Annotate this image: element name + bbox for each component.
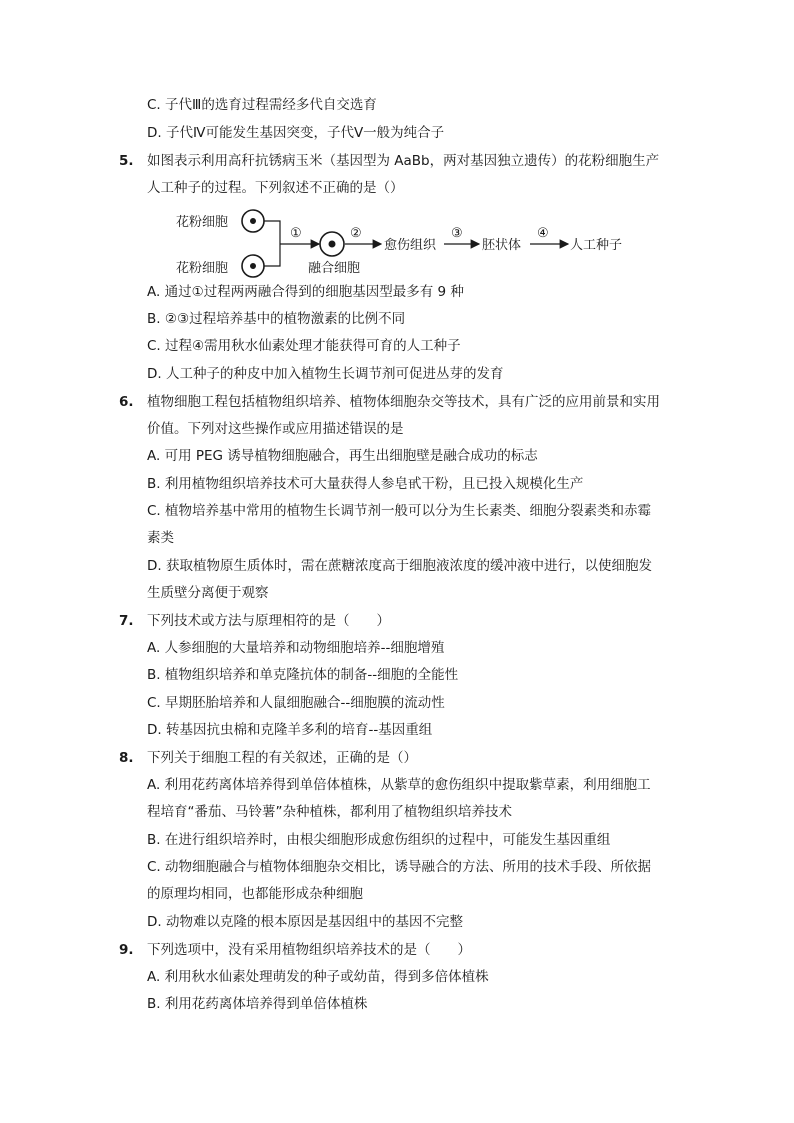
- question-8-stem: 下列关于细胞工程的有关叙述，正确的是（）: [147, 750, 417, 766]
- question-number-8: 8.: [119, 750, 134, 766]
- fusion-cell-nucleus: [329, 241, 336, 248]
- artificial-seed-diagram: [170, 204, 650, 282]
- step-label-1: ①: [290, 226, 302, 241]
- question-number-7: 7.: [119, 613, 134, 629]
- q8-option-b: B. 在进行组织培养时，由根尖细胞形成愈伤组织的过程中，可能发生基因重组: [147, 832, 611, 848]
- question-9-stem: 下列选项中，没有采用植物组织培养技术的是（ ）: [147, 942, 471, 958]
- q8-option-a-continued: 程培育“番茄、马铃薯”杂种植株，都利用了植物组织培养技术: [147, 804, 512, 820]
- question-number-5: 5.: [119, 153, 134, 169]
- step-label-3: ③: [451, 226, 463, 241]
- q5-option-c: C. 过程④需用秋水仙素处理才能获得可育的人工种子: [147, 338, 461, 354]
- q6-option-a: A. 可用 PEG 诱导植物细胞融合，再生出细胞壁是融合成功的标志: [147, 448, 538, 464]
- q5-option-d: D. 人工种子的种皮中加入植物生长调节剂可促进丛芽的发育: [147, 366, 504, 382]
- q7-option-a: A. 人参细胞的大量培养和动物细胞培养--细胞增殖: [147, 640, 445, 656]
- question-5-stem-line1: 如图表示利用高秆抗锈病玉米（基因型为 AaBb，两对基因独立遗传）的花粉细胞生产: [147, 153, 660, 169]
- q8-option-a: A. 利用花药离体培养得到单倍体植株，从紫草的愈伤组织中提取紫草素，利用细胞工: [147, 777, 651, 793]
- q7-option-b: B. 植物组织培养和单克隆抗体的制备--细胞的全能性: [147, 667, 459, 683]
- question-6-stem-line1: 植物细胞工程包括植物组织培养、植物体细胞杂交等技术，具有广泛的应用前景和实用: [147, 394, 660, 410]
- option-d-prev: D. 子代Ⅳ可能发生基因突变，子代Ⅴ一般为纯合子: [147, 125, 445, 141]
- q6-option-d: D. 获取植物原生质体时，需在蔗糖浓度高于细胞液浓度的缓冲液中进行，以使细胞发: [147, 558, 652, 574]
- q6-option-c-continued: 素类: [147, 530, 174, 546]
- step-label-4: ④: [537, 226, 549, 241]
- q5-option-b: B. ②③过程培养基中的植物激素的比例不同: [147, 311, 406, 327]
- q6-option-c: C. 植物培养基中常用的植物生长调节剂一般可以分为生长素类、细胞分裂素类和赤霉: [147, 503, 652, 519]
- question-number-6: 6.: [119, 394, 134, 410]
- question-5-stem-line2: 人工种子的过程。下列叙述不正确的是（）: [147, 180, 404, 196]
- step-label-2: ②: [350, 226, 362, 241]
- option-c-prev: C. 子代Ⅲ的选育过程需经多代自交选育: [147, 97, 377, 113]
- q7-option-d: D. 转基因抗虫棉和克隆羊多利的培育--基因重组: [147, 722, 433, 738]
- pollen-cell-label-1: 花粉细胞: [176, 215, 229, 230]
- q8-option-d: D. 动物难以克隆的根本原因是基因组中的基因不完整: [147, 914, 463, 930]
- q6-option-b: B. 利用植物组织培养技术可大量获得人参皂甙干粉，且已投入规模化生产: [147, 476, 584, 492]
- pollen-cell-label-2: 花粉细胞: [176, 261, 229, 276]
- q5-option-a: A. 通过①过程两两融合得到的细胞基因型最多有 9 种: [147, 284, 464, 300]
- q9-option-b: B. 利用花药离体培养得到单倍体植株: [147, 996, 368, 1012]
- question-number-9: 9.: [119, 942, 134, 958]
- artificial-seed-label: 人工种子: [570, 238, 623, 253]
- q8-option-c-continued: 的原理均相同，也都能形成杂种细胞: [147, 886, 363, 902]
- q7-option-c: C. 早期胚胎培养和人鼠细胞融合--细胞膜的流动性: [147, 695, 445, 711]
- q9-option-a: A. 利用秋水仙素处理萌发的种子或幼苗，得到多倍体植株: [147, 969, 489, 985]
- callus-label: 愈伤组织: [384, 238, 437, 253]
- pollen-cell-nucleus-1: [250, 218, 256, 224]
- q8-option-c: C. 动物细胞融合与植物体细胞杂交相比，诱导融合的方法、所用的技术手段、所依据: [147, 859, 652, 875]
- embryoid-label: 胚状体: [482, 238, 522, 253]
- fusion-cell-label: 融合细胞: [308, 261, 361, 276]
- question-7-stem: 下列技术或方法与原理相符的是（ ）: [147, 613, 390, 629]
- merge-bracket: [264, 221, 280, 266]
- question-6-stem-line2: 价值。下列对这些操作或应用描述错误的是: [147, 421, 404, 437]
- pollen-cell-nucleus-2: [250, 263, 256, 269]
- q6-option-d-continued: 生质壁分离便于观察: [147, 585, 269, 601]
